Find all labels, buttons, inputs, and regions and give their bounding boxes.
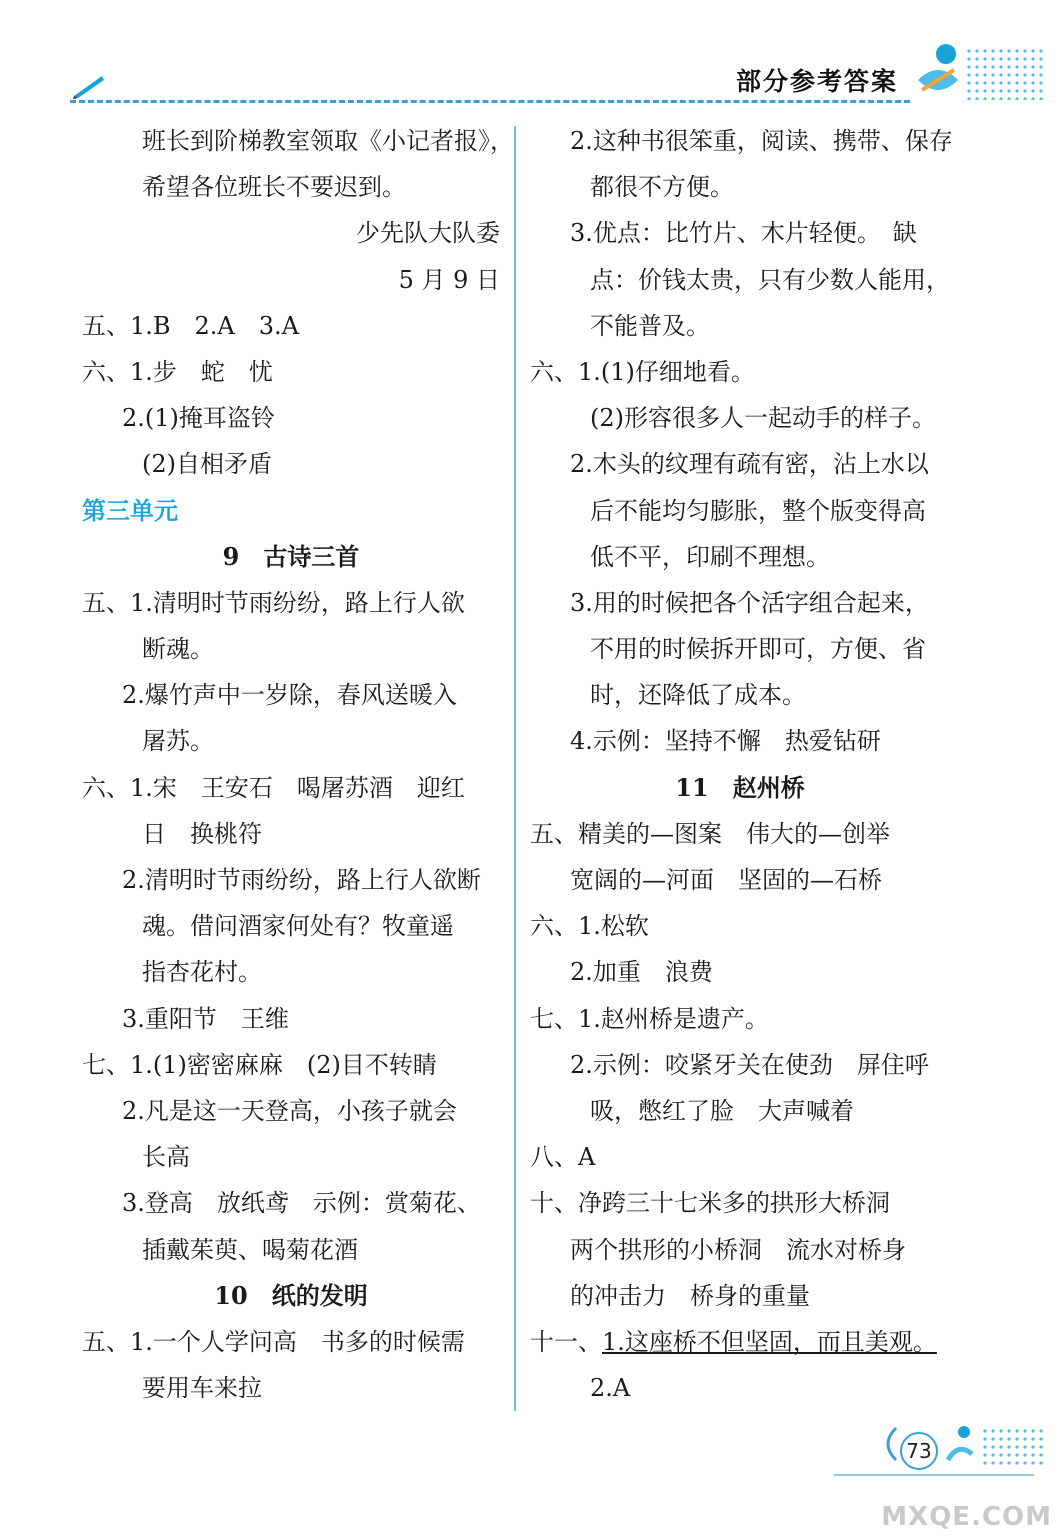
answer-line [530, 1319, 950, 1365]
answer-text: 2.清明时节雨纷纷，路上行人欲断 [122, 866, 481, 894]
answer-text: 长高 [142, 1143, 190, 1172]
answer-text: 希望各位班长不要迟到。 [142, 173, 406, 202]
answer-line [530, 1088, 950, 1134]
answer-text: 2.A [590, 1374, 631, 1403]
answer-text: 屠苏。 [142, 727, 214, 756]
answer-line [82, 765, 500, 811]
answer-line [82, 718, 500, 764]
answer-line [82, 903, 500, 949]
answer-line [82, 395, 500, 441]
answer-text: 9 古诗三首 [222, 541, 360, 571]
answer-text: 2.加重 浪费 [570, 958, 713, 987]
answer-text: 3.重阳节 王维 [122, 1004, 289, 1033]
answer-text: 11 赵州桥 [675, 772, 805, 802]
answer-line [82, 996, 500, 1042]
answer-text: 2.木头的纹理有疏有密，沾上水以 [570, 450, 929, 479]
answer-text: 两个拱形的小桥洞 流水对桥身 [570, 1235, 906, 1264]
reader-figure-icon [942, 1424, 976, 1468]
header-divider [70, 100, 910, 103]
answer-line [82, 857, 500, 903]
answer-text: 3.优点：比竹片、木片轻便。 缺 [570, 219, 917, 248]
answer-line [530, 441, 950, 487]
answer-text: 不用的时候拆开即可，方便、省 [590, 635, 926, 664]
answer-text: 后不能均匀膨胀，整个版变得高 [590, 496, 926, 525]
answer-line [82, 811, 500, 857]
answer-line [82, 488, 500, 534]
answer-text: 2.爆竹声中一岁除，春风送暖入 [122, 681, 457, 710]
answer-text: 5 月 9 日 [398, 265, 500, 294]
answer-line [530, 996, 950, 1042]
answer-text: 五、精美的—图案 伟大的—创举 [530, 819, 890, 848]
answer-text-underlined: 1.这座桥不但坚固，而且美观。 [602, 1327, 937, 1356]
answer-text: 第三单元 [82, 496, 178, 525]
answer-line [82, 534, 500, 580]
answer-text: 七、1.(1)密密麻麻 (2)目不转睛 [82, 1050, 437, 1079]
left-answer-column [82, 118, 514, 1411]
answer-line [530, 903, 950, 949]
answer-line [530, 1180, 950, 1226]
answer-line [82, 580, 500, 626]
answer-line [82, 441, 500, 487]
answer-line [82, 1319, 500, 1365]
answer-line [82, 1227, 500, 1273]
answer-text: 日 换桃符 [142, 819, 262, 848]
answer-line [82, 1134, 500, 1180]
answer-text: 十、净跨三十七米多的拱形大桥洞 [530, 1189, 890, 1218]
answer-line [82, 257, 500, 303]
answer-line [530, 672, 950, 718]
answer-line [530, 765, 950, 811]
page-number: 73 [900, 1432, 938, 1470]
answer-text: 2.(1)掩耳盗铃 [122, 404, 275, 433]
answer-text: 2.凡是这一天登高，小孩子就会 [122, 1096, 457, 1125]
answer-line [530, 1134, 950, 1180]
answer-text: 七、1.赵州桥是遗产。 [530, 1004, 769, 1033]
column-divider [514, 126, 516, 1411]
reader-mascot-icon [908, 40, 968, 102]
answer-text: 六、1.宋 王安石 喝屠苏酒 迎红 [82, 773, 465, 802]
answer-text: 断魂。 [142, 635, 214, 664]
answer-text: (2)自相矛盾 [142, 450, 272, 479]
answer-text: 宽阔的—河面 坚固的—石桥 [570, 866, 882, 894]
answer-line [530, 718, 950, 764]
answer-line [530, 857, 950, 903]
answer-text: 4.示例：坚持不懈 热爱钻研 [570, 727, 881, 756]
answer-text: 少先队大队委 [356, 219, 500, 248]
section-title: 部分参考答案 [736, 67, 899, 96]
footer-dot-grid-icon [982, 1428, 1046, 1468]
answer-line [82, 1180, 500, 1226]
answer-text: 六、1.松软 [530, 912, 649, 941]
answer-text: 八、A [530, 1143, 596, 1172]
answer-line [530, 580, 950, 626]
answer-text: 六、1.(1)仔细地看。 [530, 357, 755, 386]
answer-line [530, 1365, 950, 1411]
answer-text: 指杏花村。 [142, 958, 262, 987]
answer-line [530, 1227, 950, 1273]
answer-text: 不能普及。 [590, 311, 710, 340]
answer-text: 插戴茱萸、喝菊花酒 [142, 1235, 358, 1264]
answer-text: 五、1.B 2.A 3.A [82, 311, 299, 340]
answer-line [82, 626, 500, 672]
answer-text: 班长到阶梯教室领取《小记者报》， [142, 127, 514, 155]
answer-text: 都很不方便。 [590, 173, 734, 202]
answer-line [82, 672, 500, 718]
answer-text: 十一、 [530, 1327, 602, 1356]
answer-text: 的冲击力 桥身的重量 [570, 1281, 810, 1310]
answer-text: 时，还降低了成本。 [590, 681, 806, 710]
answer-line [530, 1042, 950, 1088]
answer-text: 六、1.步 蛇 忧 [82, 357, 273, 386]
answer-line [82, 349, 500, 395]
answer-text: 魂。借问酒家何处有？牧童遥 [142, 912, 454, 941]
answer-text: 吸，憋红了脸 大声喊着 [590, 1096, 854, 1125]
answer-line [530, 811, 950, 857]
answer-line [82, 210, 500, 256]
answer-line [530, 949, 950, 995]
answer-line [530, 626, 950, 672]
answer-text: 五、1.清明时节雨纷纷，路上行人欲 [82, 588, 465, 617]
answer-line [530, 349, 950, 395]
answer-line [530, 164, 950, 210]
watermark: MXQE.COM [881, 1502, 1052, 1532]
answer-line [82, 118, 514, 164]
answer-line [530, 257, 950, 303]
answer-line [530, 395, 950, 441]
answer-text: 点：价钱太贵，只有少数人能用， [590, 265, 950, 294]
answer-text: 2.示例：咬紧牙关在使劲 屏住呼 [570, 1050, 929, 1079]
answer-line [82, 1042, 500, 1088]
answer-line [530, 534, 950, 580]
decorative-dot-grid-icon [966, 48, 1046, 100]
answer-line [530, 488, 950, 534]
answer-line [82, 164, 500, 210]
answer-line [530, 303, 950, 349]
wave-ornament-icon [876, 1424, 902, 1464]
answer-line [82, 949, 500, 995]
footer-rule [834, 1474, 1034, 1476]
answer-line [82, 1273, 500, 1319]
answer-line [530, 118, 953, 164]
answer-text: 低不平，印刷不理想。 [590, 542, 830, 571]
answer-line [82, 303, 500, 349]
right-answer-column [530, 118, 953, 1411]
answer-text: 3.用的时候把各个活字组合起来， [570, 588, 929, 617]
answer-text: 2.这种书很笨重，阅读、携带、保存 [570, 127, 953, 155]
answer-line [82, 1365, 500, 1411]
answer-text: 五、1.一个人学问高 书多的时候需 [82, 1327, 465, 1356]
answer-line [82, 1088, 500, 1134]
answer-text: (2)形容很多人一起动手的样子。 [590, 404, 936, 433]
answer-text: 3.登高 放纸鸢 示例：赏菊花、 [122, 1189, 481, 1218]
answer-line [530, 210, 950, 256]
answer-text: 要用车来拉 [142, 1374, 262, 1403]
pen-icon [72, 72, 106, 100]
answer-text: 10 纸的发明 [214, 1280, 368, 1310]
answer-line [530, 1273, 950, 1319]
